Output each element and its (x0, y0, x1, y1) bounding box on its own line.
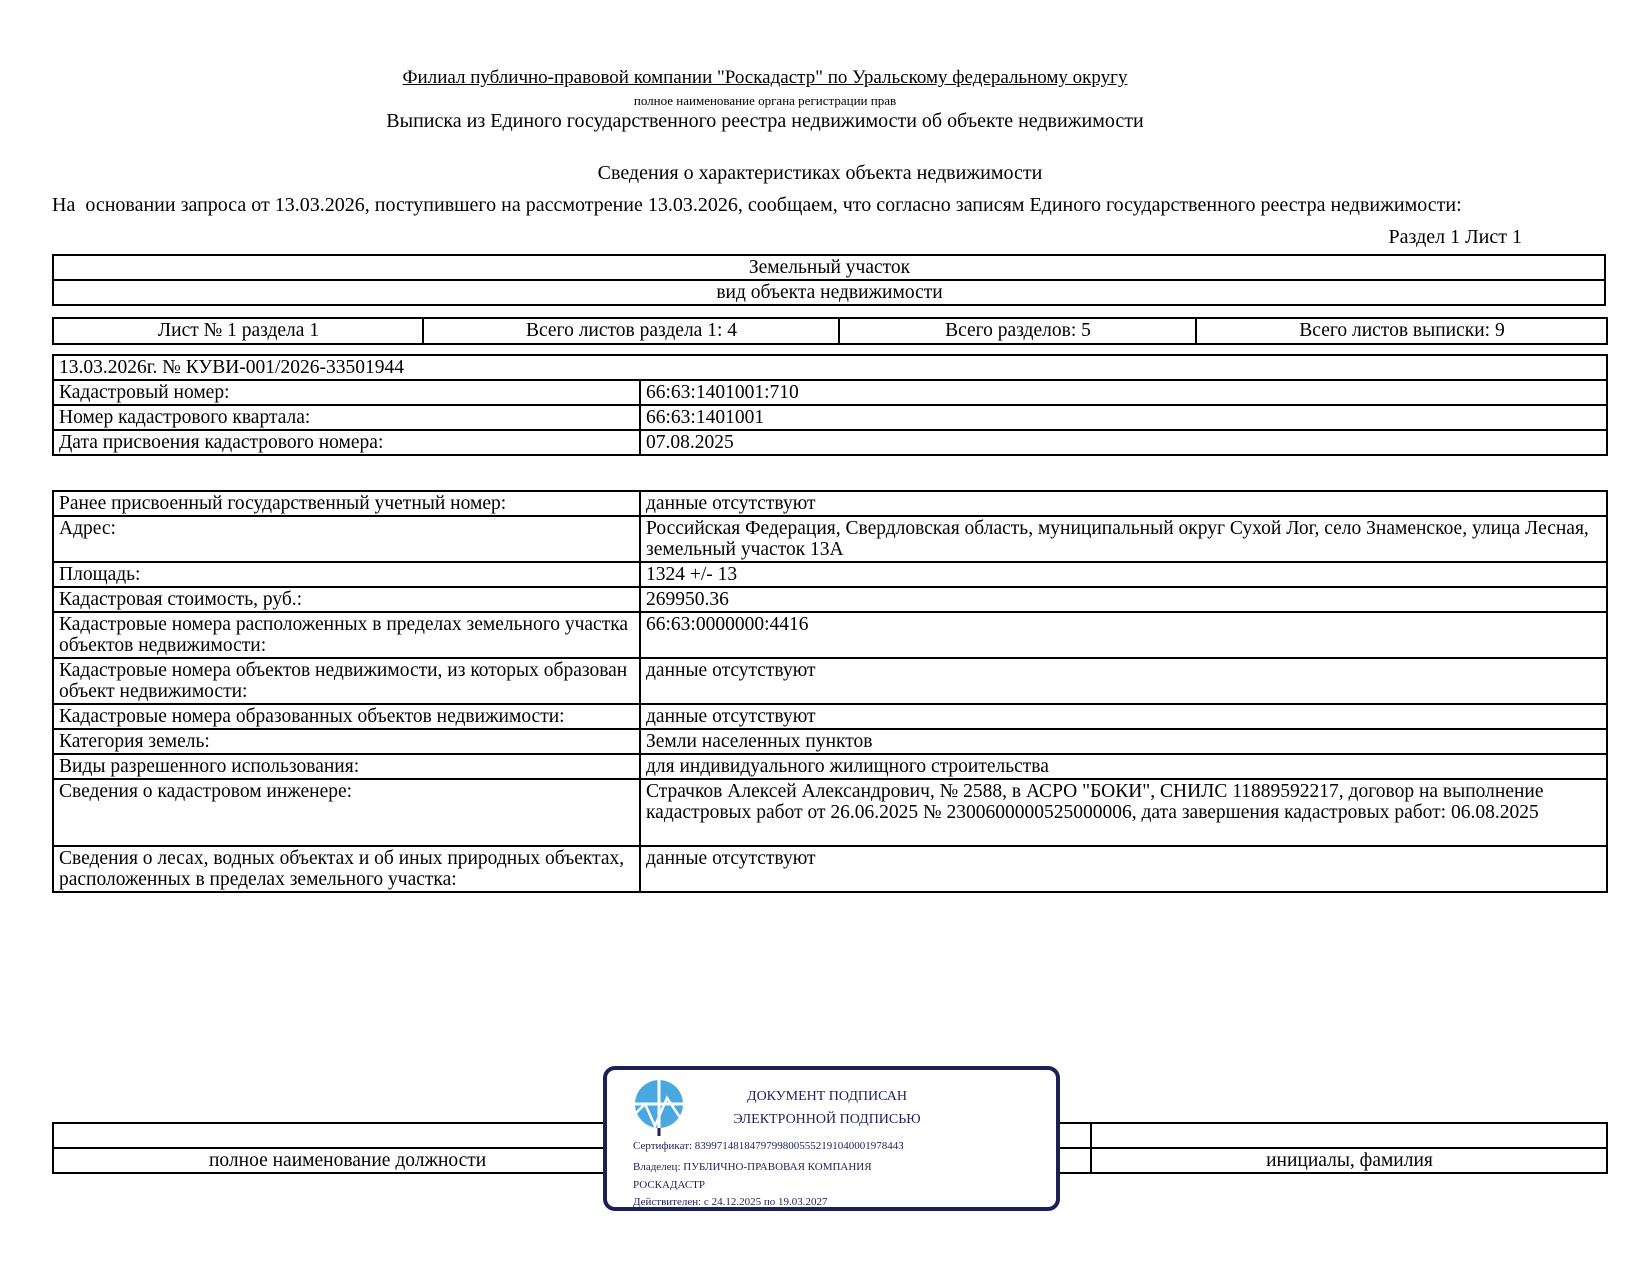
contained-objects-value: 66:63:0000000:4416 (640, 612, 1607, 658)
table-row (53, 612, 1607, 658)
land-category-value: Земли населенных пунктов (640, 729, 1607, 754)
section-title: Сведения о характеристиках объекта недвижимости (597, 162, 1043, 184)
stamp-owner-line2: РОСКАДАСТР (633, 1179, 706, 1191)
permitted-use-value: для индивидуального жилищного строительства (640, 754, 1607, 779)
cadastral-number-label: Кадастровый номер: (53, 380, 640, 405)
address-value: Российская Федерация, Свердловская область, муниципальный округ Сухой Лог, село Знаменское, улица Лесная, земельный участок 13А (640, 516, 1607, 562)
name-caption: инициалы, фамилия (1091, 1148, 1607, 1173)
stamp-certificate: Сертификат: 8399714818479799800555219104000197844З (633, 1140, 904, 1152)
signature-name-blank (1091, 1123, 1607, 1148)
sheets-row (53, 318, 1607, 344)
formed-objects-label: Кадастровые номера образованных объектов недвижимости: (53, 704, 640, 729)
doc-ref-row (53, 355, 1607, 380)
natural-objects-label: Сведения о лесах, водных объектах и об иных природных объектах, расположенных в пределах земельного участка: (53, 846, 640, 892)
address-label: Адрес: (53, 516, 640, 562)
area-value: 1324 +/- 13 (640, 562, 1607, 587)
stamp-validity: Действителен: с 24.12.2025 по 19.03.2027 (633, 1196, 828, 1208)
stamp-owner-line1: Владелец: ПУБЛИЧНО-ПРАВОВАЯ КОМПАНИЯ (633, 1161, 872, 1173)
organization-name: Филиал публично-правовой компании "Роскадастр" по Уральскому федеральному округу (402, 67, 1128, 88)
object-type-table (52, 254, 1606, 306)
total-sections: Всего разделов: 5 (839, 318, 1196, 344)
doc-ref: 13.03.2026г. № КУВИ-001/2026-33501944 (53, 355, 1607, 380)
section-sheet-label: Раздел 1 Лист 1 (1388, 226, 1522, 248)
cadastral-quarter-label: Номер кадастрового квартала: (53, 405, 640, 430)
engineer-value: Страчков Алексей Александрович, № 2588, в АСРО "БОКИ", СНИЛС 11889592217, договор на выполнение кадастровых работ от 26.06.2025 № 2300600000525000006, дата завершения кадастровых работ: 06.08.2025 (640, 779, 1607, 846)
details-table (52, 490, 1608, 893)
land-category-label: Категория земель: (53, 729, 640, 754)
basis-text: На основании запроса от 13.03.2026, поступившего на рассмотрение 13.03.2026, сообщаем, что согласно записям Единого государственного реестра недвижимости: (52, 194, 1462, 216)
previous-number-value: данные отсутствуют (640, 491, 1607, 516)
table-row (53, 405, 1607, 430)
area-label: Площадь: (53, 562, 640, 587)
sheet-number: Лист № 1 раздела 1 (53, 318, 423, 344)
document-title: Выписка из Единого государственного реестра недвижимости об объекте недвижимости (386, 110, 1144, 132)
table-row (53, 562, 1607, 587)
table-row (53, 587, 1607, 612)
table-row (53, 491, 1607, 516)
table-row (53, 516, 1607, 562)
signature-stamp (603, 1066, 1060, 1211)
table-row (53, 704, 1607, 729)
total-sheets: Всего листов выписки: 9 (1196, 318, 1607, 344)
cadastral-value-value: 269950.36 (640, 587, 1607, 612)
total-section-sheets: Всего листов раздела 1: 4 (423, 318, 839, 344)
assignment-date-value: 07.08.2025 (640, 430, 1607, 455)
object-type-row (53, 255, 1605, 280)
ident-table (52, 354, 1608, 456)
table-row (53, 430, 1607, 455)
table-row (53, 729, 1607, 754)
table-row (53, 380, 1607, 405)
object-type-caption-row (53, 280, 1605, 305)
table-row (53, 754, 1607, 779)
roskadastr-logo-icon (633, 1078, 685, 1138)
natural-objects-value: данные отсутствуют (640, 846, 1607, 892)
table-row (53, 846, 1607, 892)
stamp-line2: ЭЛЕКТРОННОЙ ПОДПИСЬЮ (733, 1112, 921, 1127)
assignment-date-label: Дата присвоения кадастрового номера: (53, 430, 640, 455)
cadastral-number-value: 66:63:1401001:710 (640, 380, 1607, 405)
object-type: Земельный участок (53, 255, 1605, 280)
position-caption: полное наименование должности (53, 1148, 1091, 1173)
sheets-table (52, 317, 1608, 345)
contained-objects-label: Кадастровые номера расположенных в пределах земельного участка объектов недвижимости: (53, 612, 640, 658)
previous-number-label: Ранее присвоенный государственный учетный номер: (53, 491, 640, 516)
source-objects-label: Кадастровые номера объектов недвижимости, из которых образован объект недвижимости: (53, 658, 640, 704)
engineer-label: Сведения о кадастровом инженере: (53, 779, 640, 846)
permitted-use-label: Виды разрешенного использования: (53, 754, 640, 779)
table-row (53, 779, 1607, 846)
source-objects-value: данные отсутствуют (640, 658, 1607, 704)
cadastral-quarter-value: 66:63:1401001 (640, 405, 1607, 430)
organization-caption: полное наименование органа регистрации прав (633, 93, 897, 108)
formed-objects-value: данные отсутствуют (640, 704, 1607, 729)
object-type-caption: вид объекта недвижимости (53, 280, 1605, 305)
stamp-line1: ДОКУМЕНТ ПОДПИСАН (747, 1089, 907, 1104)
table-row (53, 658, 1607, 704)
cadastral-value-label: Кадастровая стоимость, руб.: (53, 587, 640, 612)
